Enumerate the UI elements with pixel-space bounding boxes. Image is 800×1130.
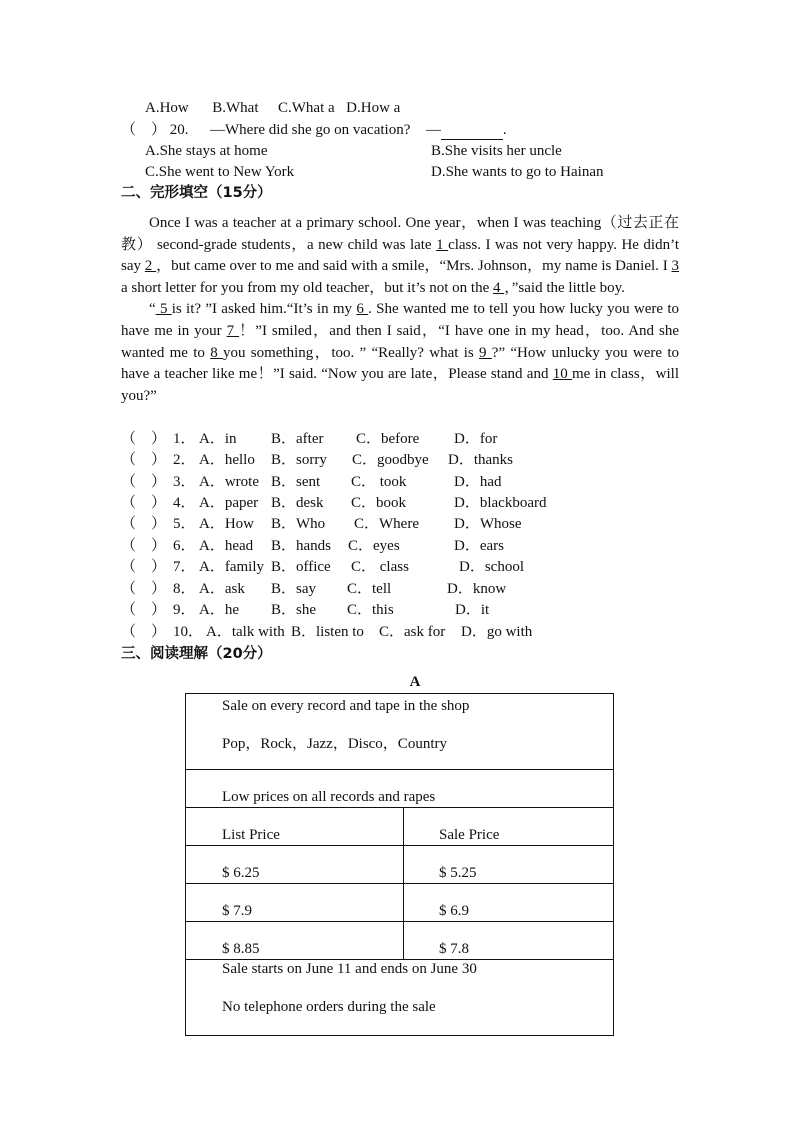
option-a: A．How (199, 516, 254, 532)
option-d: D．Whose (454, 516, 522, 532)
sale-price-cell (404, 884, 614, 922)
cloze-passage (121, 213, 679, 407)
question-number: 4． (173, 495, 196, 511)
option-c: C．book (351, 495, 407, 511)
q20-question (121, 120, 507, 140)
option-b: B．sorry (271, 452, 327, 468)
passage-text: ?” “How unlucky you were to have a teacher like me！”I said. “Now you are late，Please stand and (121, 344, 680, 383)
sale-price-cell (404, 846, 614, 884)
question-number: 7． (173, 559, 196, 575)
price-header-row (186, 808, 614, 846)
option-d: D．it (455, 602, 490, 618)
passage-label: A (409, 674, 421, 690)
option-c: C．ask for (379, 624, 446, 640)
sale-advertisement-table (185, 693, 614, 1036)
question-number: 3． (173, 474, 196, 490)
ad-line-2: Pop，Rock，Jazz，Disco，Country (222, 736, 447, 752)
blank-7: 7 (226, 322, 240, 339)
sale-price-value: $ 5.25 (439, 865, 477, 881)
blank-5: 5 (155, 301, 172, 318)
option-b: B．say (271, 581, 317, 597)
question-number: 2． (173, 452, 196, 468)
option-d: D．school (459, 559, 524, 575)
ad-header-row (186, 694, 614, 770)
section2-heading: 二、完形填空（15分） (121, 185, 272, 201)
option-c: C．this (347, 602, 394, 618)
option-a: A．hello (199, 452, 255, 468)
option-b: B．listen to (291, 624, 364, 640)
option-c: C．tell (347, 581, 392, 597)
blank-3: 3 (671, 258, 679, 275)
option-d: D．thanks (448, 452, 513, 468)
list-price-value: $ 8.85 (222, 941, 260, 957)
blank-10: 10 (552, 366, 572, 383)
option-d: D．for (454, 431, 498, 447)
ad-footer-row (186, 960, 614, 1036)
option-d: D．had (454, 474, 502, 490)
answer-blank (441, 121, 503, 140)
list-price-label: List Price (222, 827, 280, 843)
blank-1: 1 (436, 236, 449, 253)
price-row (186, 922, 614, 960)
answer-paren: （ ） (121, 581, 167, 597)
answer-paren: （ ） (121, 624, 167, 640)
list-price-header (186, 808, 404, 846)
passage-text: “ (149, 301, 156, 318)
blank-4: 4 (493, 279, 505, 296)
q19-options (145, 98, 400, 118)
price-row (186, 884, 614, 922)
question-number: 10． (173, 624, 204, 640)
passage-text: a short letter for you from my old teacher，but it’s not on the (121, 279, 493, 296)
answer-paren: （ ） (121, 474, 167, 490)
sale-price-value: $ 6.9 (439, 903, 469, 919)
q20-option-a: A.She stays at home (145, 143, 268, 159)
section3-heading: 三、阅读理解（20分） (121, 646, 272, 662)
option-a: A．family (199, 559, 264, 575)
blank-2: 2 (144, 258, 157, 275)
blank-9: 9 (479, 344, 492, 361)
q19-option-b: B.What (212, 100, 259, 116)
list-price-cell (186, 846, 404, 884)
question-number: 5． (173, 516, 196, 532)
answer-paren: （ ） (121, 452, 167, 468)
option-d: D．ears (454, 538, 504, 554)
ad-line-3: Low prices on all records and rapes (222, 789, 436, 805)
option-d: D．know (447, 581, 507, 597)
passage-text: class. I was not very happy. He didn’t say (121, 236, 679, 275)
q20-option-d: D.She wants to go to Hainan (431, 164, 604, 180)
ad-prices-note-row (186, 770, 614, 808)
option-c: C．eyes (348, 538, 400, 554)
answer-paren: （ ） (121, 602, 167, 618)
list-price-cell (186, 884, 404, 922)
option-a: A．head (199, 538, 254, 554)
option-b: B．desk (271, 495, 324, 511)
q20-option-c: C.She went to New York (145, 164, 295, 180)
option-c: C．before (356, 431, 420, 447)
sale-price-label: Sale Price (439, 827, 500, 843)
q19-option-c: C.What a (278, 100, 335, 116)
option-d: D．blackboard (454, 495, 547, 511)
passage-text: ，but came over to me and said with a smile，“Mrs. Johnson，my name is Daniel. I (156, 258, 672, 275)
passage-text: me in class，will you?” (121, 366, 680, 404)
answer-paren: （ ） (121, 538, 167, 554)
period: . (502, 122, 507, 138)
answer-dash: — (425, 122, 441, 138)
option-c: C．goodbye (352, 452, 429, 468)
list-price-value: $ 7.9 (222, 903, 252, 919)
option-a: A．he (199, 602, 239, 618)
answer-paren: （ ） (121, 559, 167, 575)
ad-prices-note-cell (186, 770, 614, 808)
answer-paren: （ ） (121, 431, 167, 447)
cloze-paragraph-1 (121, 213, 679, 299)
q19-option-a: A.How (145, 100, 189, 116)
ad-footer-2: No telephone orders during the sale (222, 999, 436, 1015)
passage-text: ！”I smiled，and then I said，“I have one in my head，too. And she wanted me to (121, 322, 679, 361)
option-b: B．Who (271, 516, 326, 532)
ad-header-cell (186, 694, 614, 770)
option-b: B．hands (271, 538, 332, 554)
question-number: 9． (173, 602, 196, 618)
option-b: B．she (271, 602, 317, 618)
option-d: D．go with (461, 624, 533, 640)
sale-price-header (404, 808, 614, 846)
sale-price-cell (404, 922, 614, 960)
option-a: A．ask (199, 581, 245, 597)
question-number: 6． (173, 538, 196, 554)
question-number: 8． (173, 581, 196, 597)
passage-text: ，”said the little boy. (504, 279, 625, 296)
option-b: B．sent (271, 474, 321, 490)
blank-8: 8 (210, 344, 223, 361)
option-c: C． took (351, 474, 407, 490)
q20-option-b: B.She visits her uncle (431, 143, 562, 159)
price-row (186, 846, 614, 884)
q19-option-d: D.How a (346, 100, 401, 116)
passage-text: you something，too. ” “Really? what is (222, 344, 479, 361)
question-number: 20. (169, 122, 189, 138)
question-text: —Where did she go on vacation? (210, 122, 411, 138)
passage-text: is it? ”I asked him.“It’s in my (171, 301, 357, 318)
option-a: A．paper (199, 495, 259, 511)
answer-paren: （ ） (121, 122, 167, 138)
blank-6: 6 (356, 301, 369, 318)
ad-line-1: Sale on every record and tape in the shop (222, 698, 470, 714)
option-a: A．wrote (199, 474, 259, 490)
option-a: A．in (199, 431, 237, 447)
list-price-cell (186, 922, 404, 960)
option-c: C． class (351, 559, 409, 575)
option-c: C．Where (354, 516, 419, 532)
option-b: B．after (271, 431, 324, 447)
sale-price-value: $ 7.8 (439, 941, 469, 957)
list-price-value: $ 6.25 (222, 865, 260, 881)
passage-text: Once I was a teacher at a primary school. One year，when I was teaching（过去正在教） second-grade students，a new child was late (121, 215, 679, 253)
passage-text: . She wanted me to tell you how lucky you were to have me in your (121, 301, 680, 339)
ad-footer-1: Sale starts on June 11 and ends on June 30 (222, 961, 477, 977)
cloze-paragraph-2 (121, 299, 679, 407)
answer-paren: （ ） (121, 495, 167, 511)
question-number: 1． (173, 431, 196, 447)
ad-footer-cell (186, 960, 614, 1036)
answer-paren: （ ） (121, 516, 167, 532)
option-b: B．office (271, 559, 331, 575)
option-a: A．talk with (206, 624, 285, 640)
